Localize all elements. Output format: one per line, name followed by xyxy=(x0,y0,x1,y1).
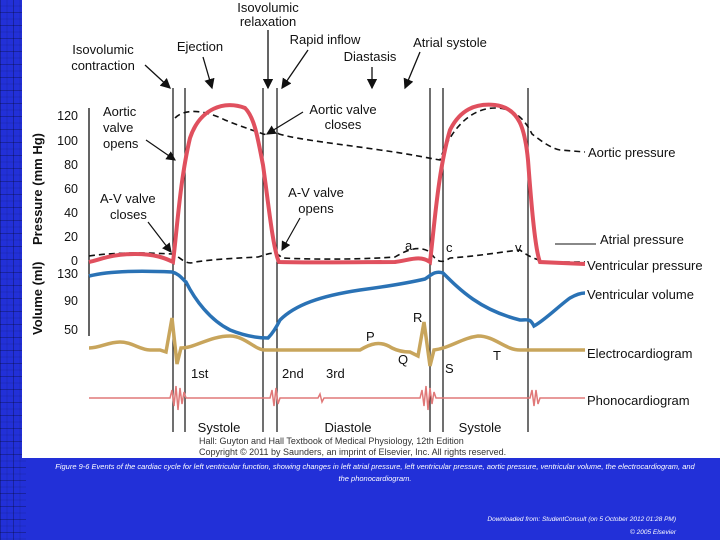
label-atrial-systole: Atrial systole xyxy=(413,35,487,50)
label-rapid-inflow: Rapid inflow xyxy=(289,32,361,47)
pressure-tick: 100 xyxy=(57,134,78,148)
volume-tick: 90 xyxy=(64,294,78,308)
ecg-t-label: T xyxy=(493,348,501,363)
annotation-aortic-valve-opens-1: Aortic xyxy=(103,104,137,119)
volume-axis-ticks xyxy=(57,267,78,337)
ecg-q-label: Q xyxy=(398,352,409,367)
annotation-aortic-valve-opens-3: opens xyxy=(103,136,139,151)
arrow-av-valve-opens xyxy=(282,218,300,250)
phase-systole-2: Systole xyxy=(458,420,502,435)
legend-ventricular-volume: Ventricular volume xyxy=(587,287,694,302)
copyright-line: © 2005 Elsevier xyxy=(630,529,676,536)
wave-a-label: a xyxy=(405,238,413,253)
legend-phonocardiogram: Phonocardiogram xyxy=(587,393,690,408)
label-ejection: Ejection xyxy=(176,39,224,54)
credit-line-1: Hall: Guyton and Hall Textbook of Medical Physiology, 12th Edition xyxy=(199,436,464,446)
wiggers-diagram xyxy=(22,0,720,458)
label-isovolumic-relaxation-2: relaxation xyxy=(239,14,297,29)
volume-tick: 50 xyxy=(64,323,78,337)
legend-electrocardiogram: Electrocardiogram xyxy=(587,346,693,361)
ecg-s-label: S xyxy=(445,361,454,376)
pressure-tick: 80 xyxy=(64,158,78,172)
heart-sound-2nd: 2nd xyxy=(282,366,304,381)
legend-ventricular-pressure: Ventricular pressure xyxy=(587,258,703,273)
phonocardiogram-curve xyxy=(89,386,585,410)
annotation-av-valve-opens-1: A-V valve xyxy=(288,185,344,200)
pressure-tick: 120 xyxy=(57,109,78,123)
pressure-axis-title: Pressure (mm Hg) xyxy=(30,133,45,245)
credit-line-2: Copyright © 2011 by Saunders, an imprint of Elsevier, Inc. All rights reserved. xyxy=(199,447,507,457)
label-isovolumic-contraction-2: contraction xyxy=(71,58,135,73)
ecg-p-label: P xyxy=(366,329,375,344)
ecg-r-label: R xyxy=(413,310,423,325)
annotation-aortic-valve-opens-2: valve xyxy=(103,120,134,135)
curve-legend xyxy=(555,145,703,408)
figure-caption: Figure 9-6 Events of the cardiac cycle for left ventricular function, showing changes in left atrial pressure, left ventricular pressure, aortic pressure, ventricular volume, the electrocardiogram, and the phonocardiogram. xyxy=(55,462,695,483)
annotation-av-valve-closes-2: closes xyxy=(110,207,147,222)
cardiac-cycle-figure xyxy=(22,0,720,458)
annotation-aortic-valve-closes-2: closes xyxy=(324,117,362,132)
pressure-tick: 40 xyxy=(64,206,78,220)
volume-tick: 130 xyxy=(57,267,78,281)
label-isovolumic-contraction-1: Isovolumic xyxy=(72,42,134,57)
arrow-av-valve-closes xyxy=(148,222,171,252)
pressure-axis-ticks xyxy=(57,109,78,268)
wave-v-label: v xyxy=(515,240,522,255)
heart-sound-3rd: 3rd xyxy=(326,366,345,381)
legend-aortic-pressure: Aortic pressure xyxy=(588,145,676,160)
wave-c-label: c xyxy=(446,240,453,255)
phase-systole-1: Systole xyxy=(197,420,241,435)
label-isovolumic-relaxation-1: Isovolumic xyxy=(237,0,299,15)
electrocardiogram-curve xyxy=(89,318,585,366)
label-diastasis: Diastasis xyxy=(343,49,397,64)
phase-diastole: Diastole xyxy=(324,420,372,435)
volume-axis-title: Volume (ml) xyxy=(30,261,45,335)
source-line: Downloaded from: StudentConsult (on 5 October 2012 01:28 PM) xyxy=(487,516,676,523)
annotation-av-valve-closes-1: A-V valve xyxy=(100,191,156,206)
pressure-tick: 20 xyxy=(64,230,78,244)
legend-atrial-pressure: Atrial pressure xyxy=(600,232,684,247)
arrow-aortic-valve-closes xyxy=(267,112,303,134)
ventricular-volume-curve xyxy=(89,271,585,338)
phase-separators xyxy=(173,88,528,432)
annotation-av-valve-opens-2: opens xyxy=(298,201,334,216)
arrow-aortic-valve-opens xyxy=(146,140,175,160)
pressure-tick: 60 xyxy=(64,182,78,196)
heart-sound-1st: 1st xyxy=(191,366,209,381)
annotation-aortic-valve-closes-1: Aortic valve xyxy=(309,102,377,117)
pressure-tick: 0 xyxy=(71,254,78,268)
